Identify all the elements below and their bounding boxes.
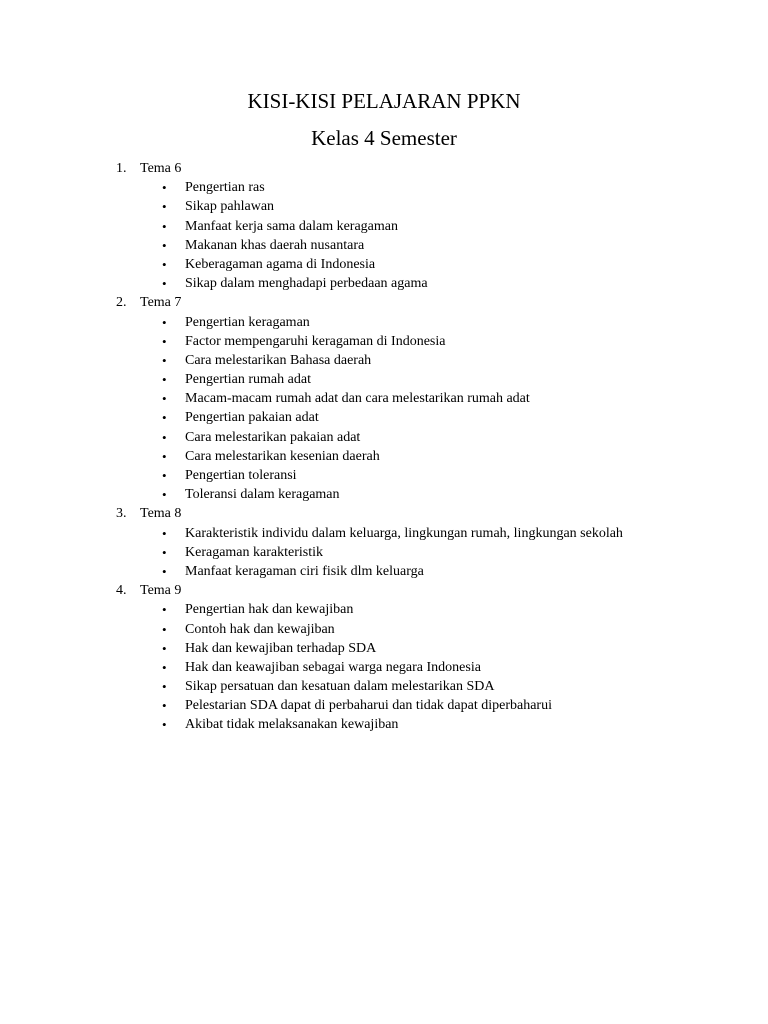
topic-text: Manfaat keragaman ciri fisik dlm keluarga [185,563,424,579]
tema-number: 3. [116,506,127,522]
tema-section [0,504,768,581]
bullet-icon: • [162,180,167,196]
tema-heading [0,581,768,600]
bullet-icon: • [162,352,167,368]
bullet-icon: • [162,199,167,215]
topic-text: Macam-macam rumah adat dan cara melestarikan rumah adat [185,391,530,407]
topic-item [0,389,768,408]
topic-item [0,370,768,389]
topic-list [0,178,768,293]
topic-text: Akibat tidak melaksanakan kewajiban [185,717,399,733]
bullet-icon: • [162,659,167,675]
topic-list [0,600,768,734]
topic-text: Sikap pahlawan [185,199,275,215]
topic-text: Pengertian rumah adat [185,372,311,388]
bullet-icon: • [162,276,167,292]
topic-text: Pengertian toleransi [185,468,297,483]
bullet-icon: • [162,333,167,349]
tema-heading [0,504,768,523]
topic-item [0,639,768,658]
topic-text: Contoh hak dan kewajiban [185,621,335,637]
bullet-icon: • [162,698,167,714]
bullet-icon: • [162,640,167,656]
topic-text: Pengertian pakaian adat [185,410,319,426]
topic-item [0,677,768,696]
topic-text: Cara melestarikan Bahasa daerah [185,352,372,368]
bullet-icon: • [162,544,167,560]
tema-section [0,159,768,293]
topic-text: Karakteristik individu dalam keluarga, lingkungan rumah, lingkungan sekolah [185,525,623,541]
bullet-icon: • [162,717,167,733]
topic-item [0,485,768,504]
topic-list [0,524,768,582]
bullet-icon: • [162,237,167,253]
bullet-icon: • [162,391,167,407]
topic-item [0,715,768,734]
topic-text: Pengertian keragaman [185,314,310,330]
topic-text: Pelestarian SDA dapat di perbaharui dan tidak dapat diperbaharui [185,698,552,714]
tema-section [0,581,768,735]
topic-text: Hak dan keawajiban sebagai warga negara Indonesia [185,659,481,675]
topic-item [0,255,768,274]
topic-item [0,217,768,236]
tema-number: 2. [116,295,127,311]
tema-number: 1. [116,161,127,176]
bullet-icon: • [162,256,167,272]
bullet-icon: • [162,314,167,330]
tema-label: Tema 7 [140,295,182,311]
topic-item [0,408,768,427]
bullet-icon: • [162,525,167,541]
topic-text: Hak dan kewajiban terhadap SDA [185,640,377,656]
topic-item [0,236,768,255]
topic-item [0,524,768,543]
bullet-icon: • [162,602,167,618]
topic-item [0,466,768,485]
bullet-icon: • [162,621,167,637]
topic-text: Keberagaman agama di Indonesia [185,256,376,272]
topic-item [0,696,768,715]
tema-label: Tema 6 [140,161,182,176]
bullet-icon: • [162,563,167,579]
topic-item [0,332,768,351]
topic-item [0,600,768,619]
tema-number: 4. [116,583,127,599]
topic-text: Toleransi dalam keragaman [185,487,340,503]
topic-item [0,543,768,562]
topic-item [0,351,768,370]
bullet-icon: • [162,372,167,388]
document-title: KISI-KISI PELAJARAN PPKN [247,89,521,113]
topic-text: Factor mempengaruhi keragaman di Indonesia [185,333,446,349]
topic-text: Pengertian hak dan kewajiban [185,602,354,618]
topic-item [0,428,768,447]
tema-heading [0,293,768,312]
topic-text: Makanan khas daerah nusantara [185,237,365,253]
bullet-icon: • [162,429,167,445]
bullet-icon: • [162,468,167,483]
tema-label: Tema 9 [140,583,182,599]
topic-item [0,620,768,639]
topic-item [0,447,768,466]
bullet-icon: • [162,218,167,234]
topic-item [0,562,768,581]
topic-text: Sikap persatuan dan kesatuan dalam melestarikan SDA [185,679,495,695]
tema-label: Tema 8 [140,506,182,522]
topic-item [0,658,768,677]
topic-text: Cara melestarikan pakaian adat [185,429,361,445]
topic-list [0,313,768,505]
bullet-icon: • [162,448,167,464]
tema-heading [0,159,768,178]
topic-text: Manfaat kerja sama dalam keragaman [185,218,399,234]
document-subtitle: Kelas 4 Semester [311,126,457,150]
topic-item [0,178,768,197]
topic-item [0,197,768,216]
tema-section [0,293,768,504]
topic-text: Keragaman karakteristik [185,544,323,560]
bullet-icon: • [162,679,167,695]
topic-item [0,274,768,293]
topic-text: Pengertian ras [185,180,265,196]
bullet-icon: • [162,410,167,426]
topic-text: Cara melestarikan kesenian daerah [185,448,380,464]
topic-text: Sikap dalam menghadapi perbedaan agama [185,276,428,292]
bullet-icon: • [162,487,167,503]
tema-outline [0,159,768,735]
topic-item [0,313,768,332]
